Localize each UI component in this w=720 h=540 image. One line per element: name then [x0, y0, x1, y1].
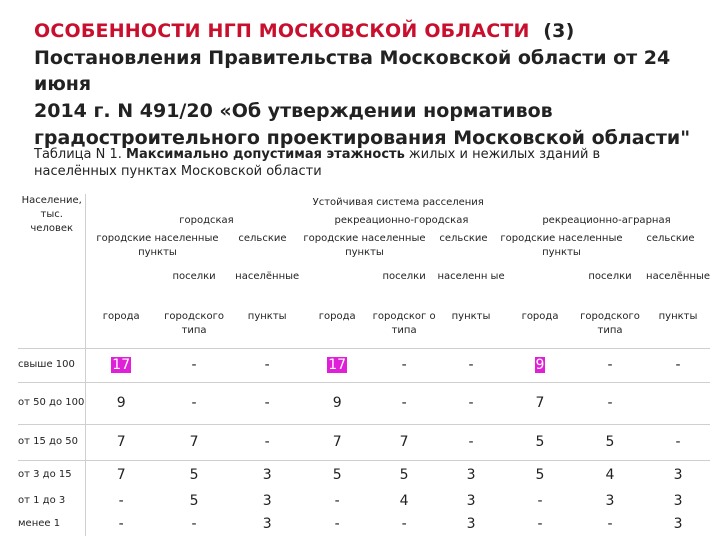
table-cell: 3: [673, 516, 683, 532]
table-cell: 3: [466, 467, 476, 484]
caption-bold: Максимально допустимая этажность: [126, 147, 405, 162]
header-settlements-3: поселки: [588, 271, 632, 282]
row-label: от 3 до 15: [18, 460, 86, 490]
table-cell: 3: [673, 493, 683, 509]
table-cell: 3: [262, 467, 272, 484]
header-system-block: [86, 194, 710, 270]
table-cell: [506, 348, 574, 382]
title-block: [34, 18, 714, 151]
table-cell: [302, 348, 372, 382]
header-cities-2: города: [318, 311, 356, 322]
table-cell: 7: [116, 467, 126, 484]
table-cell: -: [607, 357, 613, 373]
row-label: менее 1: [18, 512, 86, 536]
header-urban-type-2: городског о типа: [372, 311, 436, 336]
table-cell: -: [191, 516, 197, 532]
table-cell: -: [264, 357, 270, 373]
highlighted-value: 17: [328, 357, 347, 373]
row-label: свыше 100: [18, 348, 86, 382]
table-cell: -: [607, 395, 613, 411]
table-cell: 7: [535, 395, 545, 411]
header-urban-type-3: городского типа: [580, 311, 640, 336]
table-cell: -: [401, 357, 407, 373]
header-recr-agr: рекреационно-аграрная: [542, 215, 671, 226]
table-cell: 5: [189, 467, 199, 484]
header-rural-settl-1: населённые: [235, 271, 300, 282]
table-cell: -: [537, 493, 543, 509]
table-cell: 3: [262, 516, 272, 532]
table-cell: -: [468, 434, 474, 450]
table-cell: 7: [332, 434, 342, 450]
header-rural-2: сельские: [439, 233, 488, 244]
table-cell: 3: [262, 493, 272, 509]
table-cell: -: [191, 357, 197, 373]
storeys-table: [18, 194, 710, 536]
header-points-3: пункты: [658, 311, 698, 322]
slide-number: (3): [543, 20, 575, 42]
row-label: от 50 до 100: [18, 382, 86, 424]
header-recr-urban: рекреационно-городская: [334, 215, 469, 226]
table-cell: -: [401, 395, 407, 411]
title-line-4: градостроительного проектирования Московской области": [34, 127, 691, 149]
header-rural-settl-2: населенн ые: [437, 271, 505, 282]
table-cell: -: [191, 395, 197, 411]
table-cell: -: [264, 434, 270, 450]
table-cell: -: [118, 516, 124, 532]
title-line-2: Постановления Правительства Московской области от 24 июня: [34, 47, 671, 95]
header-city-settlements-2: городские населенные пункты: [303, 233, 426, 258]
header-population: Население, тыс. человек: [18, 194, 86, 310]
table-row: [18, 490, 710, 512]
table-cell: [86, 348, 156, 382]
table-cell: 7: [116, 434, 126, 450]
table-cell: [646, 382, 710, 424]
table-cell: -: [468, 357, 474, 373]
table-cell: -: [118, 493, 124, 509]
header-rural-1: сельские: [238, 233, 287, 244]
table-cell: 7: [189, 434, 199, 450]
table-cell: -: [334, 516, 340, 532]
title-line-3: 2014 г. N 491/20 «Об утверждении нормативов: [34, 100, 553, 122]
header-cities-3: города: [521, 311, 559, 322]
header-city-settlements-3: городские населенные пункты: [500, 233, 623, 258]
highlighted-value: 9: [535, 357, 545, 373]
table-cell: 7: [399, 434, 409, 450]
table-cell: 5: [399, 467, 409, 484]
table-row: [18, 424, 710, 460]
table-cell: 5: [332, 467, 342, 484]
table-cell: -: [334, 493, 340, 509]
table-cell: 9: [116, 395, 126, 411]
highlighted-value: 17: [112, 357, 131, 373]
table-cell: -: [675, 357, 681, 373]
table-cell: -: [537, 516, 543, 532]
row-label: от 15 до 50: [18, 424, 86, 460]
table-body: [18, 348, 710, 536]
table-cell: -: [607, 516, 613, 532]
table-cell: 9: [332, 395, 342, 411]
header-points-1: пункты: [247, 311, 287, 322]
header-system: Устойчивая система расселения: [312, 197, 484, 208]
header-urban: городская: [179, 215, 234, 226]
table-cell: -: [401, 516, 407, 532]
table-cell: 5: [535, 434, 545, 450]
table-cell: -: [468, 395, 474, 411]
table-row: [18, 512, 710, 536]
table-row: [18, 460, 710, 490]
table-row: [18, 348, 710, 382]
header-city-settlements-1: городские населенные пункты: [96, 233, 219, 258]
table-cell: 5: [605, 434, 615, 450]
table-cell: 5: [189, 493, 199, 509]
header-settlements-1: поселки: [172, 271, 216, 282]
table-cell: 3: [673, 467, 683, 484]
slide-title: ОСОБЕННОСТИ НГП МОСКОВСКОЙ ОБЛАСТИ (3): [34, 20, 575, 42]
header-settlements-2: поселки: [382, 271, 426, 282]
header-points-2: пункты: [451, 311, 491, 322]
table-cell: -: [264, 395, 270, 411]
caption-line-2: населённых пунктах Московской области: [34, 164, 322, 179]
table-cell: 5: [535, 467, 545, 484]
header-urban-type-1: городского типа: [164, 311, 224, 336]
table-caption: Таблица N 1. Максимально допустимая этажность жилых и нежилых зданий в населённых пунктах Московской области: [34, 147, 601, 179]
header-cities-1: города: [102, 311, 140, 322]
header-rural-3: сельские: [646, 233, 695, 244]
table-cell: 4: [605, 467, 615, 484]
table-cell: 3: [605, 493, 615, 509]
table-row: [18, 382, 710, 424]
table-cell: 3: [466, 516, 476, 532]
table-cell: 3: [466, 493, 476, 509]
table-cell: 4: [399, 493, 409, 509]
table-cell: -: [675, 434, 681, 450]
row-label: от 1 до 3: [18, 490, 86, 512]
header-rural-settl-3: населённые: [646, 271, 710, 282]
